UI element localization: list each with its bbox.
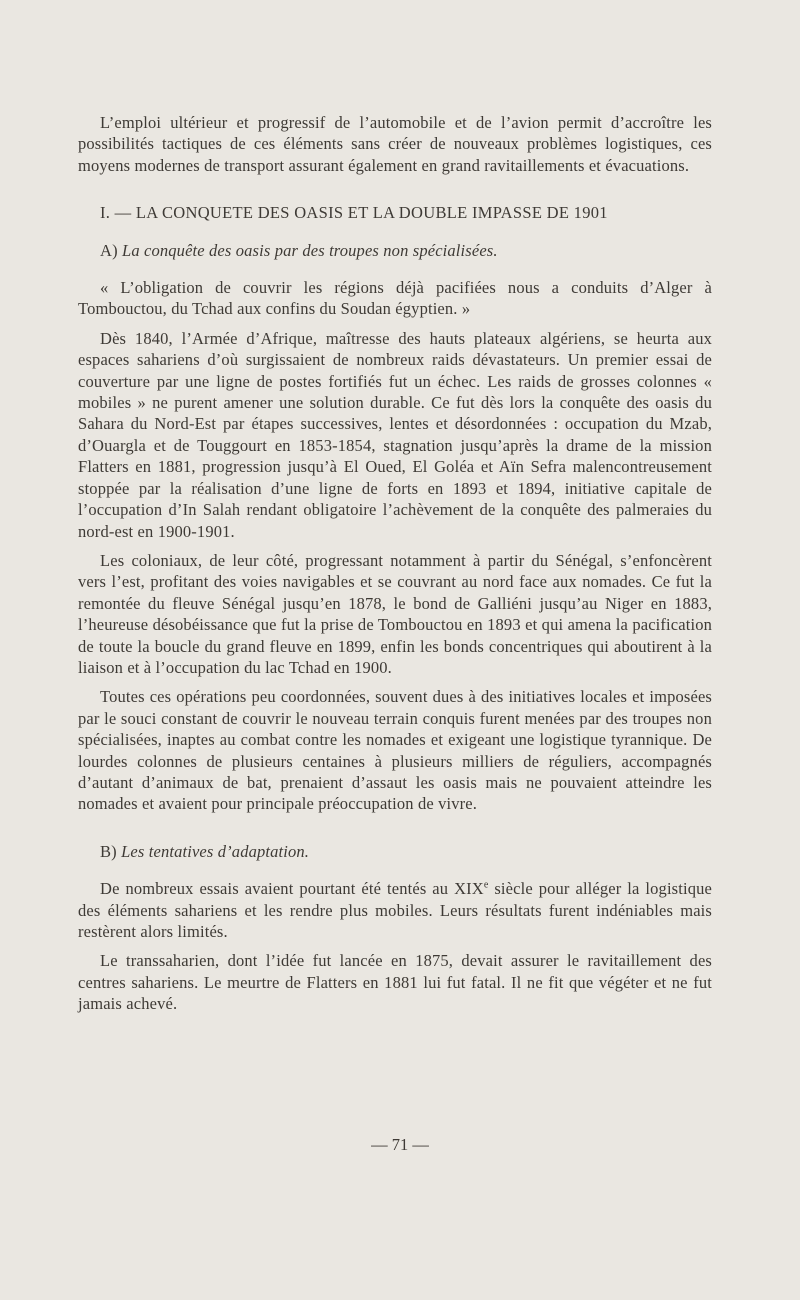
paragraph-transsaharien: Le transsaharien, dont l’idée fut lancée en 1875, devait assurer le ravitaillement des centres sahariens. Le meurtre de Flatters en 1881 lui fut fatal. Il ne fit que végéter et ne fut jamais achevé. [78, 951, 712, 1014]
paragraph-1840: Dès 1840, l’Armée d’Afrique, maîtresse des hauts plateaux algériens, se heurta aux espaces sahariens d’où surgissaient de nombreux raids dévastateurs. Un premier essai de couverture par une ligne de postes fortifiés fut un échec. Les raids de grosses colonnes « mobiles » ne purent amener une solution durable. Ce fut dès lors la conquête des oasis du Sahara du Nord-Est par étapes successives, lentes et désordonnées : occupation du Mzab, d’Ouargla et de Touggourt en 1853-1854, stagnation jusqu’après la drame de la mission Flatters en 1881, progression jusqu’à El Oued, El Goléa et Aïn Sefra malencontreusement stoppée par la réalisation d’une ligne de forts en 1893 et 1894, initiative capitale de l’occupation d’In Salah rendant obligatoire l’achèvement de la conquête des palmeraies du nord-est en 1900-1901. [78, 328, 712, 541]
essais-text-end: siècle pour alléger la logistique des éléments sahariens et les rendre plus mobiles. Leurs résultats furent indéniables mais restèrent alors limités. [78, 879, 712, 941]
subsection-b-marker: B) [100, 841, 117, 861]
page-body [78, 112, 712, 1015]
subsection-a-heading [78, 240, 712, 261]
paragraph-intro: L’emploi ultérieur et progressif de l’automobile et de l’avion permit d’accroître les possibilités tactiques de ces éléments sans créer de nouveaux problèmes logistiques, ces moyens modernes de transport assurant également en grand ravitaillements et évacuations. [78, 113, 712, 175]
section-heading: I. — LA CONQUETE DES OASIS ET LA DOUBLE IMPASSE DE 1901 [100, 203, 608, 223]
paragraph-coloniaux: Les coloniaux, de leur côté, progressant notamment à partir du Sénégal, s’enfoncèrent vers l’est, profitant des voies navigables et se couvrant au nord face aux nomades. Ce fut la remontée du fleuve Sénégal jusqu’en 1878, le bond de Galliéni jusqu’au Niger en 1883, l’heureuse désobéissance que fut la prise de Tombouctou en 1893 et qui amena la pacification de toute la boucle du grand fleuve en 1899, enfin les bonds concentriques qui aboutirent à la liaison et à l’occupation du lac Tchad en 1900. [78, 550, 712, 677]
essais-text-start: De nombreux essais avaient pourtant été tentés au XIX [100, 879, 484, 899]
subsection-b-title: Les tentatives d’adaptation. [121, 841, 310, 861]
paragraph-operations: Toutes ces opérations peu coordonnées, souvent dues à des initiatives locales et imposées par le souci constant de couvrir le nouveau terrain conquis furent menées par des troupes non spécialisées, inaptes au combat contre les nomades et exigeant une logistique tyrannique. De lourdes colonnes de plusieurs centaines à plusieurs milliers de réguliers, accompagnés d’autant d’animaux de bat, prenaient d’assaut les oasis mais ne pouvaient atteindre les nomades et avaient pour principale préoccupation de vivre. [78, 687, 712, 814]
page-number: — 71 — [371, 1135, 429, 1154]
paragraph-essais [78, 878, 712, 942]
paragraph-quote: « L’obligation de couvrir les régions déjà pacifiées nous a conduits d’Alger à Tombouctou, du Tchad aux confins du Soudan égyptien. » [78, 278, 712, 319]
subsection-a-title: La conquête des oasis par des troupes non spécialisées. [122, 240, 498, 260]
subsection-b-heading [78, 841, 712, 862]
subsection-a-marker: A) [100, 240, 118, 260]
century-superscript: e [483, 879, 489, 891]
